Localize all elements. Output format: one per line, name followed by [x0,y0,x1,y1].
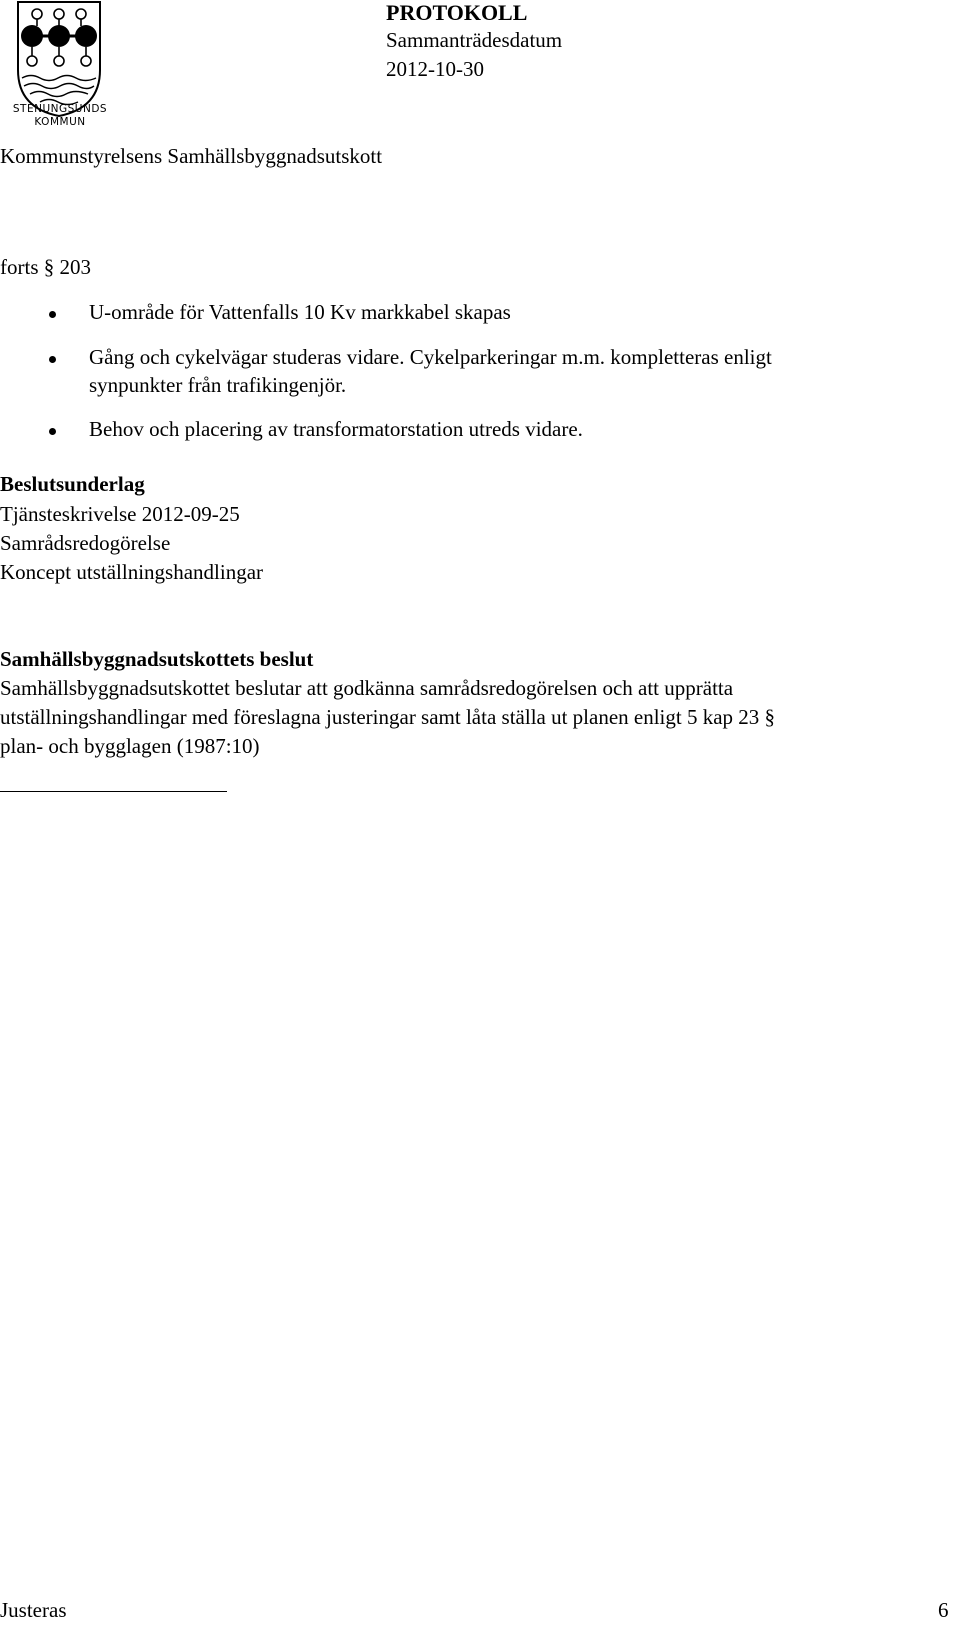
paragraph-reference: forts § 203 [0,255,91,279]
bullet-item: U-område för Vattenfalls 10 Kv markkabel skapas [89,300,511,324]
underlag-item: Koncept utställningshandlingar [0,560,264,584]
decision-text-line: Samhällsbyggnadsutskottet beslutar att godkänna samrådsredogörelsen och att upprätta [0,676,734,700]
bullet-item-continuation: synpunkter från trafikingenjör. [89,373,347,397]
decision-text-line: plan- och bygglagen (1987:10) [0,734,260,758]
underlag-heading: Beslutsunderlag [0,472,145,496]
bullet-dot-icon [49,356,56,363]
logo-text-line2: KOMMUN [34,116,86,128]
meeting-date-value: 2012-10-30 [386,57,484,81]
signature-rule [0,791,227,792]
underlag-item: Samrådsredogörelse [0,531,171,555]
decision-text-line: utställningshandlingar med föreslagna justeringar samt låta ställa ut planen enligt 5 kap 23 § [0,705,776,729]
decision-heading: Samhällsbyggnadsutskottets beslut [0,647,314,671]
underlag-item: Tjänsteskrivelse 2012-09-25 [0,502,240,526]
bullet-item: Behov och placering av transformatorstation utreds vidare. [89,417,583,441]
bullet-dot-icon [49,311,56,318]
meeting-date-label: Sammanträdesdatum [386,28,563,52]
footer-justeras: Justeras [0,1598,67,1622]
page-number: 6 [938,1598,949,1622]
committee-name: Kommunstyrelsens Samhällsbyggnadsutskott [0,144,383,168]
document-type: PROTOKOLL [386,0,528,25]
bullet-dot-icon [49,428,56,435]
bullet-item: Gång och cykelvägar studeras vidare. Cykelparkeringar m.m. kompletteras enligt [89,345,772,369]
logo-text-line1: STENUNGSUNDS [12,103,108,115]
